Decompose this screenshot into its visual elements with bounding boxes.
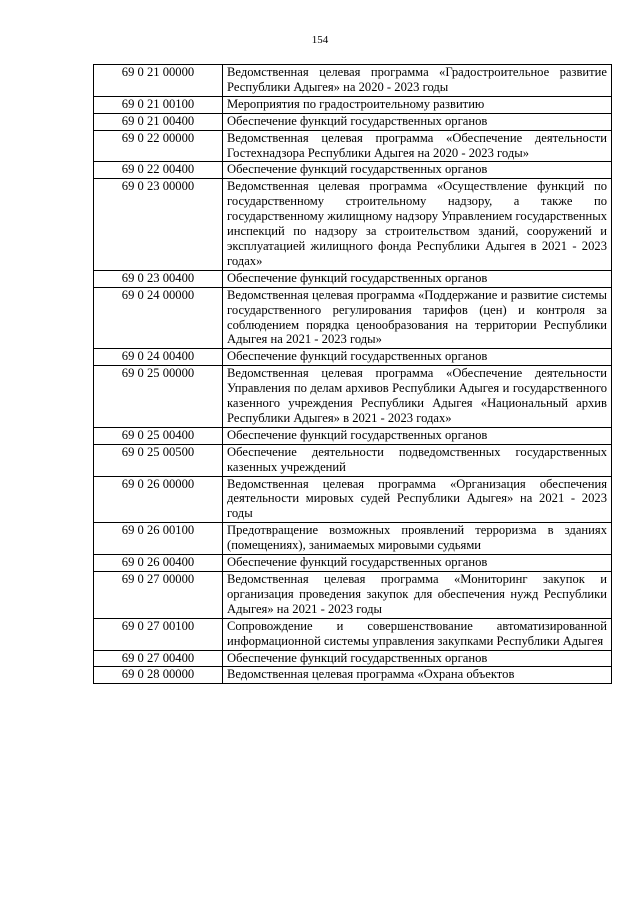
row-description: Ведомственная целевая программа «Организация обеспечения деятельности мировых судей Республики Адыгея» на 2021 - 2023 годы: [223, 476, 612, 523]
row-description: Сопровождение и совершенствование автоматизированной информационной системы управления закупками Республики Адыгея: [223, 618, 612, 650]
table-row: [94, 572, 612, 619]
row-code: 69 0 21 00000: [94, 65, 223, 97]
row-code: 69 0 25 00000: [94, 366, 223, 428]
page-number: 154: [311, 34, 329, 46]
row-description: Обеспечение деятельности подведомственных государственных казенных учреждений: [223, 444, 612, 476]
table-row: [94, 65, 612, 97]
table-body: [94, 65, 612, 684]
table-row: [94, 96, 612, 113]
table-row: [94, 650, 612, 667]
row-code: 69 0 25 00400: [94, 427, 223, 444]
row-description: Обеспечение функций государственных органов: [223, 113, 612, 130]
table-row: [94, 667, 612, 684]
row-code: 69 0 28 00000: [94, 667, 223, 684]
row-code: 69 0 21 00100: [94, 96, 223, 113]
row-description: Ведомственная целевая программа «Охрана объектов: [223, 667, 612, 684]
row-description: Обеспечение функций государственных органов: [223, 270, 612, 287]
row-code: 69 0 25 00500: [94, 444, 223, 476]
row-code: 69 0 24 00400: [94, 349, 223, 366]
table-row: [94, 555, 612, 572]
row-code: 69 0 27 00100: [94, 618, 223, 650]
row-code: 69 0 24 00000: [94, 287, 223, 349]
row-description: Ведомственная целевая программа «Поддержание и развитие системы государственного регулирования тарифов (цен) и контроля за соблюдением порядка ценообразования на территории Республики Адыгея на 2021 - 2023 годы»: [223, 287, 612, 349]
row-code: 69 0 26 00400: [94, 555, 223, 572]
row-code: 69 0 23 00000: [94, 179, 223, 270]
row-description: Обеспечение функций государственных органов: [223, 162, 612, 179]
row-description: Ведомственная целевая программа «Мониторинг закупок и организация проведения закупок для обеспечения нужд Республики Адыгея» на 2021 - 2023 годы: [223, 572, 612, 619]
row-description: Ведомственная целевая программа «Обеспечение деятельности Управления по делам архивов Республики Адыгея и государственного казенного учреждения Республики Адыгея «Национальный архив Республики Адыгея» в 2021 - 2023 годах»: [223, 366, 612, 428]
row-code: 69 0 21 00400: [94, 113, 223, 130]
row-description: Мероприятия по градостроительному развитию: [223, 96, 612, 113]
table-row: [94, 476, 612, 523]
table-row: [94, 523, 612, 555]
table-row: [94, 427, 612, 444]
table-row: [94, 618, 612, 650]
row-code: 69 0 27 00000: [94, 572, 223, 619]
table-row: [94, 349, 612, 366]
row-description: Обеспечение функций государственных органов: [223, 427, 612, 444]
table-row: [94, 287, 612, 349]
row-code: 69 0 26 00000: [94, 476, 223, 523]
row-code: 69 0 23 00400: [94, 270, 223, 287]
row-description: Обеспечение функций государственных органов: [223, 650, 612, 667]
table-row: [94, 130, 612, 162]
table-row: [94, 444, 612, 476]
row-code: 69 0 27 00400: [94, 650, 223, 667]
row-code: 69 0 26 00100: [94, 523, 223, 555]
table-row: [94, 113, 612, 130]
row-description: Ведомственная целевая программа «Градостроительное развитие Республики Адыгея» на 2020 - 2023 годы: [223, 65, 612, 97]
row-description: Ведомственная целевая программа «Осуществление функций по государственному строительному надзору, а также по государственному жилищному надзору Управлением государственных инспекций по надзору за строительством зданий, сооружений и эксплуатацией жилищного фонда Республики Адыгея в 2021 - 2023 годах»: [223, 179, 612, 270]
row-description: Предотвращение возможных проявлений терроризма в зданиях (помещениях), занимаемых мировыми судьями: [223, 523, 612, 555]
row-description: Обеспечение функций государственных органов: [223, 349, 612, 366]
row-code: 69 0 22 00400: [94, 162, 223, 179]
row-description: Ведомственная целевая программа «Обеспечение деятельности Гостехнадзора Республики Адыгея на 2020 - 2023 годы»: [223, 130, 612, 162]
table-row: [94, 162, 612, 179]
row-description: Обеспечение функций государственных органов: [223, 555, 612, 572]
table-row: [94, 270, 612, 287]
row-code: 69 0 22 00000: [94, 130, 223, 162]
table-row: [94, 366, 612, 428]
table-row: [94, 179, 612, 270]
budget-classification-table: [93, 64, 612, 684]
